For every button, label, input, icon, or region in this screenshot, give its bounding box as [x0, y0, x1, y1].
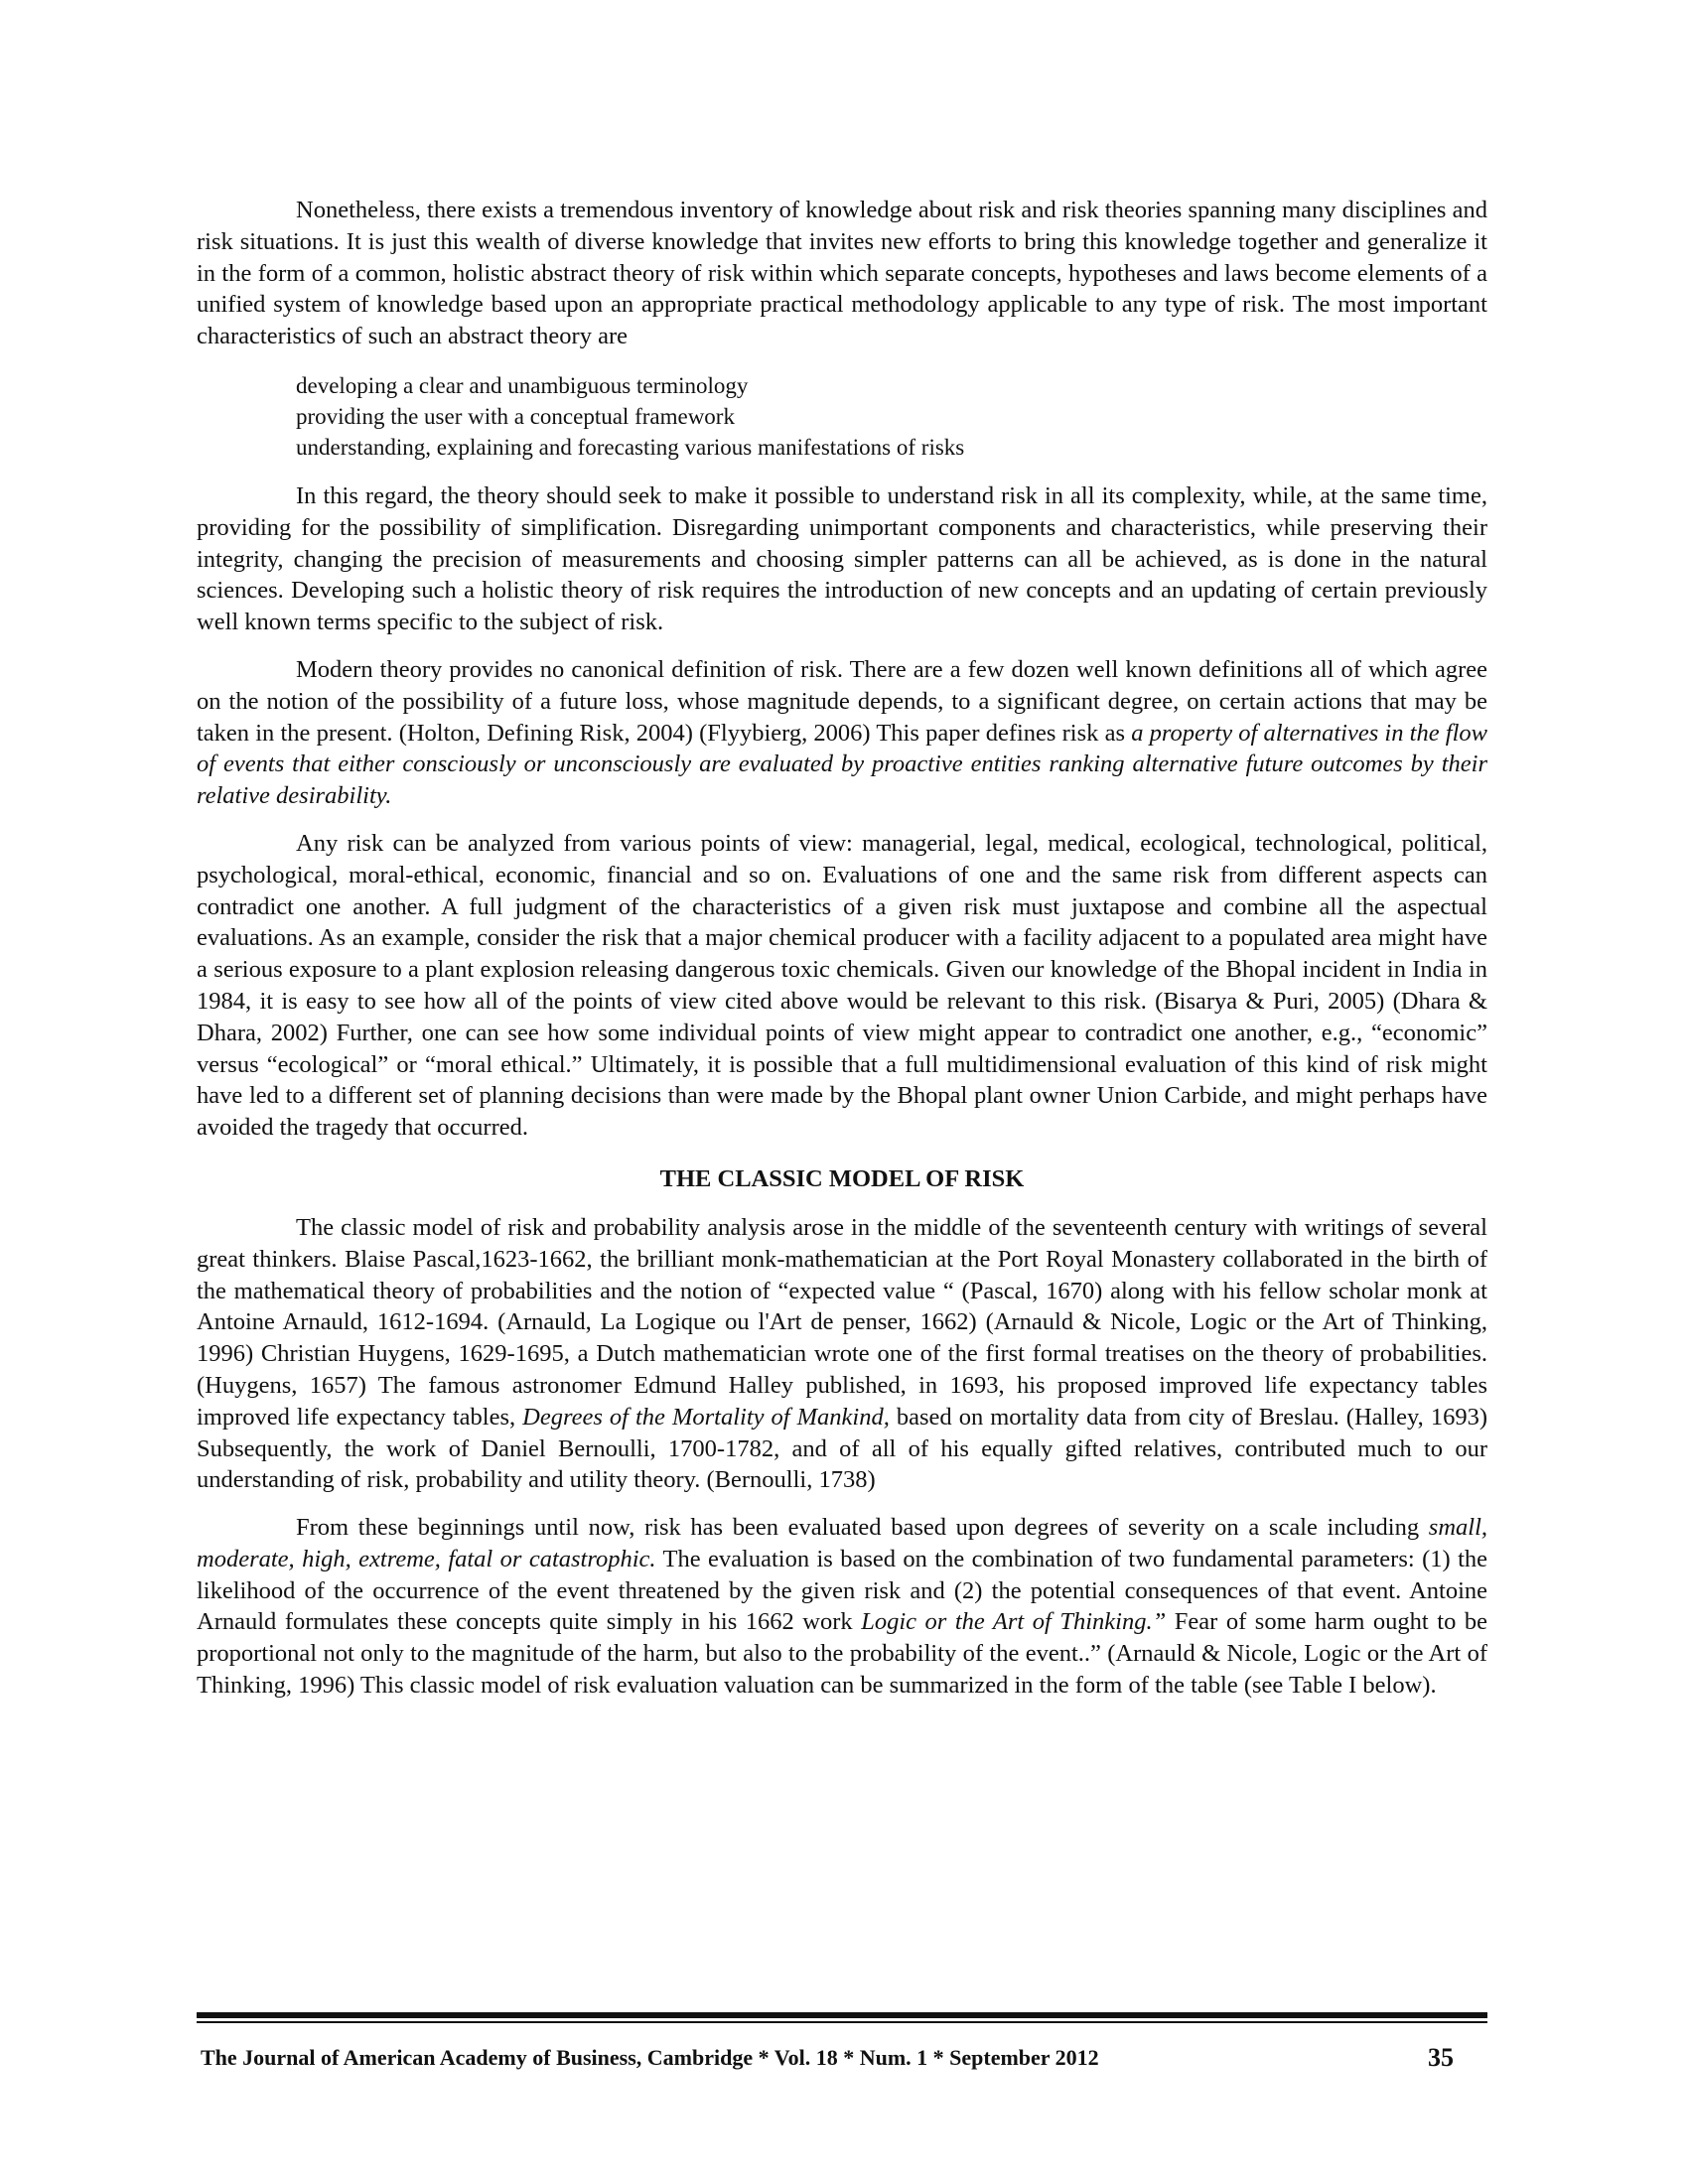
classic-text-start: The classic model of risk and probability analysis arose in the middle of the seventeenth century with writings of several great thinkers. Blaise Pascal,1623-1662, the brilliant monk-mathematician at the Port Royal Monastery collaborated in the birth of the mathematical theory of probabilities and the notion of “expected value “ (Pascal, 1670) along with his fellow scholar monk at Antoine Arnauld, 1612-1694. (Arnauld, La Logique ou l'Art de penser, 1662) (Arnauld & Nicole, Logic or the Art of Thinking, 1996) Christian Huygens, 1629-1695, a Dutch mathematician wrote one of the first formal treatises on the theory of probabilities. (Huygens, 1657) The famous astronomer Edmund Halley published, in 1693, his proposed improved life expectancy tables improved life expectancy tables,	[197, 1213, 1487, 1431]
list-item: providing the user with a conceptual framework	[296, 403, 735, 429]
paragraph-inventory: Nonetheless, there exists a tremendous inventory of knowledge about risk and risk theories spanning many disciplines and risk situations. It is just this wealth of diverse knowledge that invites new efforts to bring this knowledge together and generalize it in the form of a common, holistic abstract theory of risk within which separate concepts, hypotheses and laws become elements of a unified system of knowledge based upon an appropriate practical methodology applicable to any type of risk. The most important characteristics of such an abstract theory are	[197, 197, 1487, 350]
footer-rule	[197, 2012, 1487, 2018]
list-item: understanding, explaining and forecasting various manifestations of risks	[296, 434, 965, 460]
journal-citation: The Journal of American Academy of Business, Cambridge * Vol. 18 * Num. 1 * September 2012	[201, 2045, 1099, 2070]
page-number: 35	[1428, 2043, 1454, 2072]
paragraph-theory: In this regard, the theory should seek to make it possible to understand risk in all its complexity, while, at the same time, providing for the possibility of simplification. Disregarding unimportant components and characteristics, while preserving their integrity, changing the precision of measurements and choosing simpler patterns can all be achieved, as is done in the natural sciences. Developing such a holistic theory of risk requires the introduction of new concepts and an updating of certain previously well known terms specific to the subject of risk.	[197, 481, 1487, 636]
severity-text-b: The evaluation is based on the combination of two fundamental parameters: (1) the likelihood of the occurrence of the event threatened by the given risk and (2) the potential consequences of that event. Antoine Arnauld formulates these concepts quite simply in his 1662 work	[197, 1545, 1488, 1636]
classic-italic-title: Degrees of the Mortality of Mankind,	[522, 1403, 890, 1431]
page-footer	[197, 2041, 1487, 2077]
list-item: developing a clear and unambiguous terminology	[296, 372, 749, 398]
severity-text-c: Fear of some harm ought to be proportional not only to the magnitude of the harm, but also to the probability of the event..” (Arnauld & Nicole, Logic or the Art of Thinking, 1996) This classic model of risk evaluation valuation can be summarized in the form of the table (see Table I below).	[197, 1608, 1487, 1700]
severity-italic-title: Logic or the Art of Thinking.”	[861, 1608, 1167, 1636]
paragraph-definition	[197, 654, 1487, 812]
definition-italic: a property of alternatives in the flow of events that either consciously or unconsciously are evaluated by proactive entities ranking alternative future outcomes by their relative desirability.	[197, 719, 1488, 810]
page-body	[197, 195, 1487, 1717]
severity-italic-scale: small, moderate, high, extreme, fatal or catastrophic.	[197, 1514, 1487, 1572]
paragraph-severity	[197, 1512, 1487, 1702]
section-heading: THE CLASSIC MODEL OF RISK	[659, 1164, 1025, 1192]
paragraph-classic-model	[197, 1212, 1487, 1496]
classic-text-end: based on mortality data from city of Breslau. (Halley, 1693) Subsequently, the work of Daniel Bernoulli, 1700-1782, and of all of his equally gifted relatives, contributed much to our understanding of risk, probability and utility theory. (Bernoulli, 1738)	[197, 1403, 1487, 1494]
definition-text: Modern theory provides no canonical definition of risk. There are a few dozen well known definitions all of which agree on the notion of the possibility of a future loss, whose magnitude depends, to a significant degree, on certain actions that may be taken in the present. (Holton, Defining Risk, 2004) (Flyybierg, 2006) This paper defines risk as	[197, 655, 1487, 747]
severity-text-a: From these beginnings until now, risk has been evaluated based upon degrees of severity on a scale including	[296, 1514, 1429, 1542]
characteristics-list	[296, 370, 1487, 463]
footer-rule-thin	[197, 2021, 1487, 2023]
paragraph-points-of-view: Any risk can be analyzed from various points of view: managerial, legal, medical, ecological, technological, political, psychological, moral-ethical, economic, financial and so on. Evaluations of one and the same risk from different aspects can contradict one another. A full judgment of the characteristics of a given risk must juxtapose and combine all the aspectual evaluations. As an example, consider the risk that a major chemical producer with a facility adjacent to a populated area might have a serious exposure to a plant explosion releasing dangerous toxic chemicals. Given our knowledge of the Bhopal incident in India in 1984, it is easy to see how all of the points of view cited above would be relevant to this risk. (Bisarya & Puri, 2005) (Dhara & Dhara, 2002) Further, one can see how some individual points of view might appear to contradict one another, e.g., “economic” versus “ecological” or “moral ethical.” Ultimately, it is possible that a full multidimensional evaluation of this kind of risk might have led to a different set of planning decisions than were made by the Bhopal plant owner Union Carbide, and might perhaps have avoided the tragedy that occurred.	[197, 829, 1487, 1142]
